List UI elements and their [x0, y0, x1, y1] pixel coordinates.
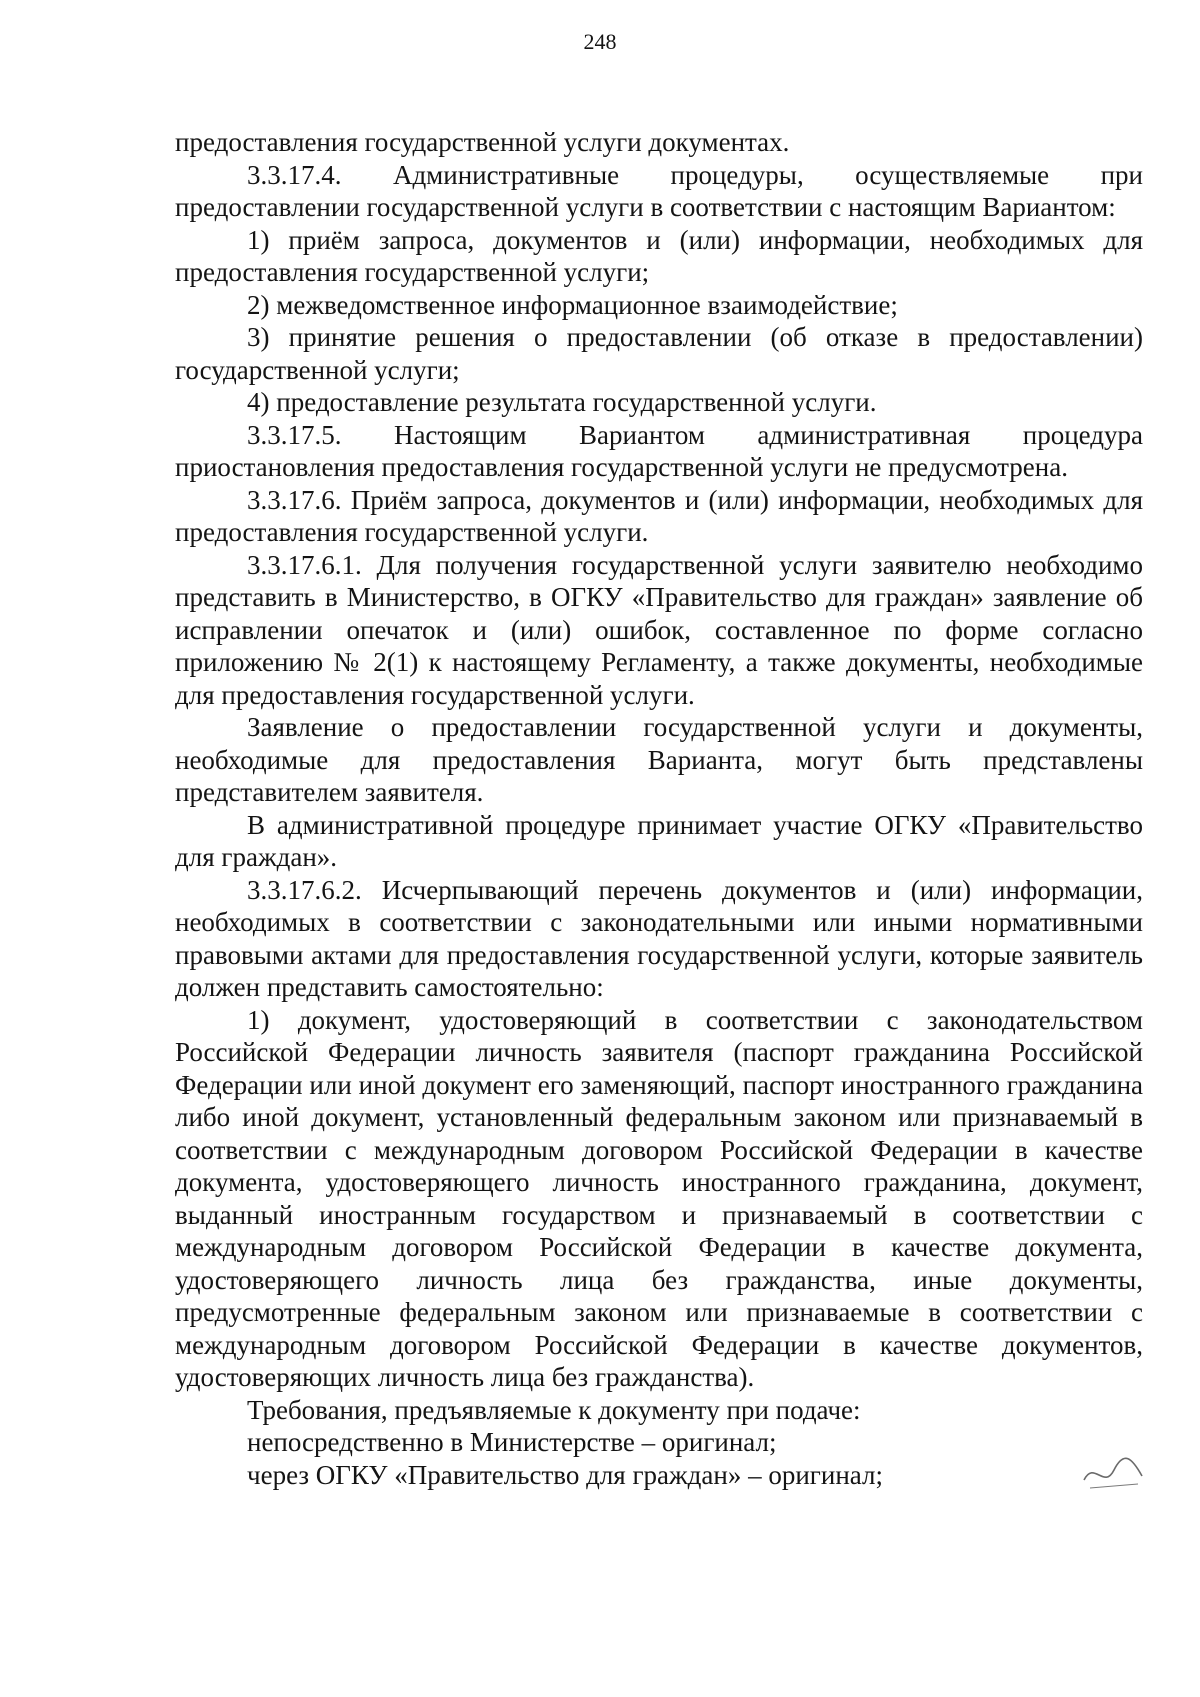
paragraph-continuation: предоставления государственной услуги документах. [175, 127, 790, 157]
paragraph-3-3-17-6-2: 3.3.17.6.2. Исчерпывающий перечень документов и (или) информации, необходимых в соответствии с законодательными или иными нормативными правовыми актами для предоставления государственной услуги, которые заявитель должен представить самостоятельно: [175, 874, 1143, 1002]
handwritten-mark [1080, 1450, 1150, 1494]
page-number: 248 [583, 29, 617, 54]
requirement-ministry: непосредственно в Министерстве – оригинал; [247, 1427, 777, 1457]
list-item-3: 3) принятие решения о предоставлении (об отказе в предоставлении) государственной услуги; [175, 322, 1143, 385]
requirement-ogku: через ОГКУ «Правительство для граждан» – оригинал; [247, 1459, 883, 1490]
paragraph-3-3-17-6-1: 3.3.17.6.1. Для получения государственной услуги заявителю необходимо представить в Министерство, в ОГКУ «Правительство для граждан» заявление об исправлении опечаток и (или) ошибок, составленное по форме согласно приложению № 2(1) к настоящему Регламенту, а также документы, необходимые для предоставления государственной услуги. [175, 549, 1143, 710]
paragraph-requirements: Требования, предъявляемые к документу при подаче: [247, 1394, 861, 1425]
paragraph-participation: В административной процедуре принимает участие ОГКУ «Правительство для граждан». [175, 809, 1143, 872]
paragraph-representative: Заявление о предоставлении государственной услуги и документы, необходимые для предоставления Варианта, могут быть представлены представителем заявителя. [175, 712, 1143, 807]
list-item-1: 1) приём запроса, документов и (или) информации, необходимых для предоставления государственной услуги; [175, 224, 1143, 287]
list-item-4: 4) предоставление результата государственной услуги. [247, 387, 877, 417]
list-item-2: 2) межведомственное информационное взаимодействие; [247, 289, 898, 320]
list-item-identity-document: 1) документ, удостоверяющий в соответствии с законодательством Российской Федерации личность заявителя (паспорт гражданина Российской Федерации или иной документ его заменяющий, паспорт иностранного гражданина либо иной документ, установленный федеральным законом или признаваемый в соответствии с международным договором Российской Федерации в качестве документа, удостоверяющего личность иностранного гражданина, документ, выданный иностранным государством и признаваемый в соответствии с международным договором Российской Федерации в качестве документа, удостоверяющего личность лица без гражданства, иные документы, предусмотренные федеральным законом или признаваемые в соответствии с международным договором Российской Федерации в качестве документов, удостоверяющих личность лица без гражданства). [175, 1004, 1143, 1392]
document-body [175, 126, 1143, 1491]
paragraph-3-3-17-4: 3.3.17.4. Административные процедуры, осуществляемые при предоставлении государственной услуги в соответствии с настоящим Вариантом: [175, 159, 1143, 222]
paragraph-3-3-17-6: 3.3.17.6. Приём запроса, документов и (или) информации, необходимых для предоставления государственной услуги. [175, 484, 1143, 547]
paragraph-3-3-17-5: 3.3.17.5. Настоящим Вариантом административная процедура приостановления предоставления государственной услуги не предусмотрена. [175, 419, 1143, 482]
